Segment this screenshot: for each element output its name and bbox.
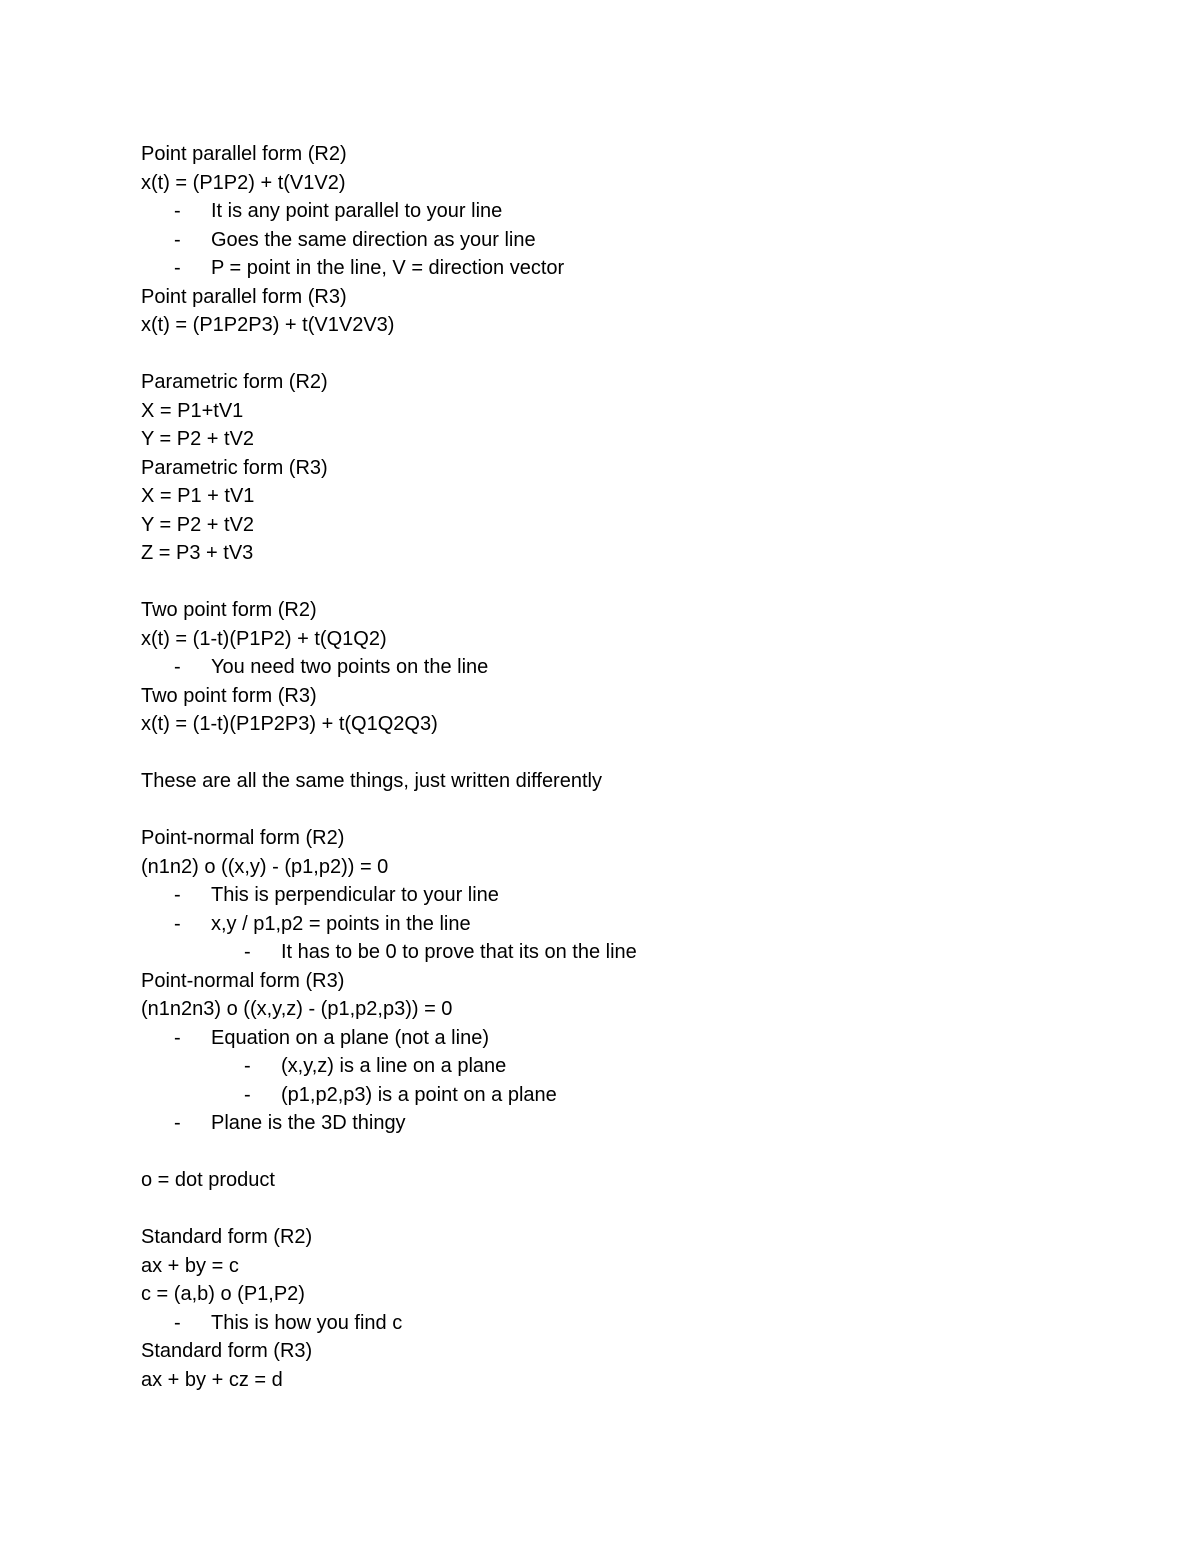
bullet-text: (p1,p2,p3) is a point on a plane [281, 1083, 557, 1106]
bullet-item [141, 1024, 1141, 1053]
heading-two-point-r2: Two point form (R2) [141, 599, 317, 621]
sub-bullet-item [141, 1081, 1141, 1110]
heading-point-normal-r2: Point-normal form (R2) [141, 827, 345, 849]
equation-line: ax + by + cz = d [141, 1368, 283, 1391]
bullet-text: This is perpendicular to your line [211, 884, 499, 906]
bullet-dash: - [174, 1311, 181, 1334]
heading-point-parallel-r3: Point parallel form (R3) [141, 285, 347, 308]
equation-line: ax + by = c [141, 1254, 239, 1277]
equation-line: c = (a,b) o (P1,P2) [141, 1283, 305, 1305]
bullet-dash: - [174, 1112, 181, 1134]
bullet-dash: - [174, 884, 181, 906]
heading-parametric-r3: Parametric form (R3) [141, 456, 328, 479]
bullet-text: It has to be 0 to prove that its on the line [281, 941, 637, 963]
bullet-dash: - [244, 941, 251, 963]
heading-standard-r2: Standard form (R2) [141, 1226, 313, 1248]
bullet-item [141, 653, 1141, 682]
heading-point-normal-r3: Point-normal form (R3) [141, 969, 345, 992]
document-page [141, 140, 1141, 1394]
equation-line: x(t) = (P1P2P3) + t(V1V2V3) [141, 314, 395, 336]
equation-line: Y = P2 + tV2 [141, 513, 255, 536]
heading-two-point-r3: Two point form (R3) [141, 684, 317, 707]
bullet-text: This is how you find c [211, 1311, 403, 1334]
bullet-text: P = point in the line, V = direction vector [211, 257, 565, 279]
bullet-dash: - [174, 912, 181, 935]
sub-bullet-item [141, 1052, 1141, 1081]
heading-point-parallel-r2: Point parallel form (R2) [141, 143, 347, 165]
blank-line [141, 796, 1141, 825]
equation-line: (n1n2n3) o ((x,y,z) - (p1,p2,p3)) = 0 [141, 998, 453, 1020]
bullet-dash: - [174, 257, 181, 279]
bullet-item [141, 1109, 1141, 1138]
blank-line [141, 739, 1141, 768]
equation-line: (n1n2) o ((x,y) - (p1,p2)) = 0 [141, 855, 389, 878]
sub-bullet-item [141, 938, 1141, 967]
bullet-dash: - [174, 656, 181, 678]
bullet-item [141, 254, 1141, 283]
bullet-dash: - [174, 200, 181, 222]
blank-line [141, 340, 1141, 369]
bullet-text: Plane is the 3D thingy [211, 1112, 406, 1134]
bullet-dash: - [174, 1026, 181, 1049]
bullet-item [141, 1309, 1141, 1338]
bullet-item [141, 910, 1141, 939]
blank-line [141, 1138, 1141, 1167]
blank-line [141, 568, 1141, 597]
equation-line: x(t) = (P1P2) + t(V1V2) [141, 171, 346, 194]
equation-line: x(t) = (1-t)(P1P2) + t(Q1Q2) [141, 627, 387, 650]
equation-line: Z = P3 + tV3 [141, 542, 254, 564]
bullet-item [141, 197, 1141, 226]
bullet-text: It is any point parallel to your line [211, 200, 503, 222]
bullet-text: x,y / p1,p2 = points in the line [211, 912, 471, 935]
bullet-item [141, 881, 1141, 910]
bullet-dash: - [244, 1055, 251, 1077]
bullet-item [141, 226, 1141, 255]
note-line: o = dot product [141, 1169, 275, 1191]
note-line: These are all the same things, just written differently [141, 770, 602, 792]
bullet-dash: - [244, 1083, 251, 1106]
bullet-text: (x,y,z) is a line on a plane [281, 1055, 507, 1077]
bullet-dash: - [174, 228, 181, 251]
bullet-text: Equation on a plane (not a line) [211, 1026, 489, 1049]
bullet-text: Goes the same direction as your line [211, 228, 536, 251]
heading-parametric-r2: Parametric form (R2) [141, 371, 328, 393]
equation-line: Y = P2 + tV2 [141, 428, 255, 450]
blank-line [141, 1195, 1141, 1224]
equation-line: X = P1+tV1 [141, 399, 244, 422]
bullet-text: You need two points on the line [211, 656, 489, 678]
heading-standard-r3: Standard form (R3) [141, 1340, 313, 1362]
equation-line: X = P1 + tV1 [141, 485, 255, 507]
equation-line: x(t) = (1-t)(P1P2P3) + t(Q1Q2Q3) [141, 713, 438, 735]
